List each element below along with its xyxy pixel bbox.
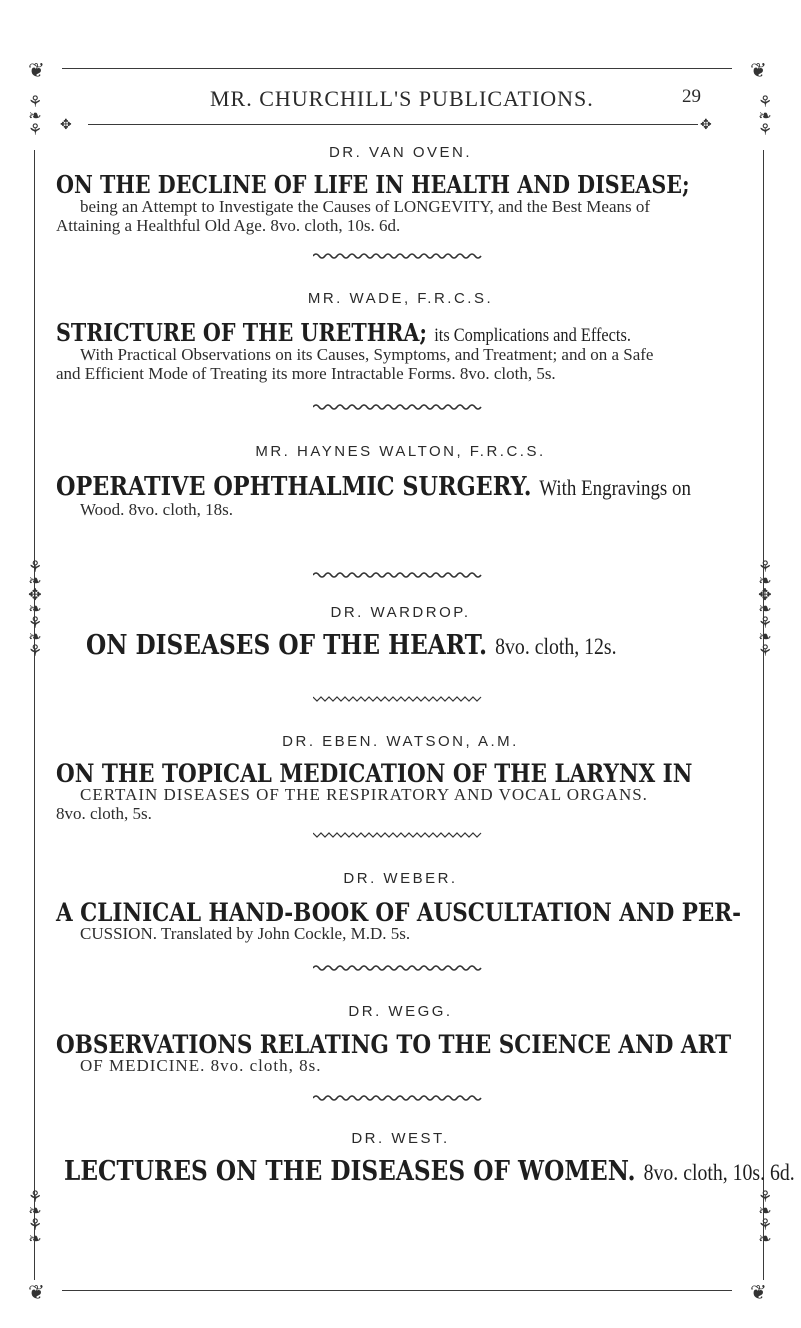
wavy-rule-icon <box>313 251 485 261</box>
publication-entry <box>86 630 786 661</box>
book-description: OF MEDICINE. 8vo. cloth, 8s. <box>80 1056 322 1075</box>
book-description: 8vo. cloth, 5s. <box>56 804 152 823</box>
book-title: STRICTURE OF THE URETHRA; <box>56 318 428 347</box>
author-heading: DR. WEGG. <box>348 1003 453 1020</box>
floral-ornament-icon: ❦ <box>750 58 767 82</box>
wavy-rule-icon <box>313 1093 485 1103</box>
wavy-rule-icon <box>313 570 485 580</box>
publication-entry <box>64 1156 795 1187</box>
author-heading: MR. HAYNES WALTON, F.R.C.S. <box>255 443 546 460</box>
floral-ornament-icon: ✥ <box>60 117 72 133</box>
author-heading: DR. EBEN. WATSON, A.M. <box>282 733 519 750</box>
wavy-rule-icon <box>313 830 485 840</box>
book-title-tail: 8vo. cloth, 10s. 6d. <box>643 1160 795 1185</box>
book-description: and Efficient Mode of Treating its more Intractable Forms. 8vo. cloth, 5s. <box>56 364 556 383</box>
book-description: CERTAIN DISEASES OF THE RESPIRATORY AND VOCAL ORGANS. <box>80 785 648 804</box>
vine-ornament-icon: ⚘ ❧ ⚘ ❧ <box>757 1187 773 1248</box>
page-number: 29 <box>682 86 701 107</box>
publication-entry <box>56 1030 756 1075</box>
book-description: With Practical Observations on its Causes, Symptoms, and Treatment; and on a Safe <box>80 345 654 364</box>
publication-entry <box>56 898 756 943</box>
book-title: ON THE DECLINE OF LIFE IN HEALTH AND DISEASE; <box>56 170 690 199</box>
author-heading: DR. WEBER. <box>343 870 458 887</box>
floral-ornament-icon: ❦ <box>28 58 45 82</box>
book-description: Attaining a Healthful Old Age. 8vo. cloth, 10s. 6d. <box>56 216 401 235</box>
book-title: ON THE TOPICAL MEDICATION OF THE LARYNX IN <box>56 759 693 788</box>
publication-entry <box>56 759 756 823</box>
vine-ornament-icon: ⚘ ❧ ✥ ❧ ⚘ ❧ ⚘ <box>757 557 773 660</box>
book-description: being an Attempt to Investigate the Causes of LONGEVITY, and the Best Means of <box>80 197 651 216</box>
publication-entry <box>56 472 756 519</box>
book-title-tail: With Engravings on <box>539 475 691 500</box>
book-description: Wood. 8vo. cloth, 18s. <box>80 500 234 519</box>
author-heading: DR. VAN OVEN. <box>328 144 473 161</box>
book-title: OBSERVATIONS RELATING TO THE SCIENCE AND ART <box>56 1030 732 1059</box>
floral-ornament-icon: ❦ <box>750 1280 767 1304</box>
publication-entry <box>56 170 756 235</box>
book-title: OPERATIVE OPHTHALMIC SURGERY. <box>56 472 532 502</box>
running-header: MR. CHURCHILL'S PUBLICATIONS. <box>210 86 594 111</box>
vine-ornament-icon: ⚘ ❧ ⚘ <box>27 92 43 139</box>
floral-ornament-icon: ❦ <box>28 1280 45 1304</box>
book-description: CUSSION. Translated by John Cockle, M.D. 5s. <box>80 924 411 943</box>
author-heading: MR. WADE, F.R.C.S. <box>307 290 494 307</box>
book-title-tail: its Complications and Effects. <box>434 325 631 346</box>
bottom-border-rule <box>62 1290 732 1291</box>
top-border-rule <box>62 68 732 69</box>
book-title-tail: 8vo. cloth, 12s. <box>495 634 617 659</box>
left-border-rule <box>34 150 35 1280</box>
wavy-rule-icon <box>313 694 485 704</box>
publication-entry <box>56 318 756 383</box>
author-heading: DR. WEST. <box>351 1130 450 1147</box>
vine-ornament-icon: ⚘ ❧ ✥ ❧ ⚘ ❧ ⚘ <box>27 557 43 660</box>
vine-ornament-icon: ⚘ ❧ ⚘ <box>757 92 773 139</box>
book-title: LECTURES ON THE DISEASES OF WOMEN. <box>64 1156 636 1187</box>
wavy-rule-icon <box>313 402 485 412</box>
vine-ornament-icon: ⚘ ❧ ⚘ ❧ <box>27 1187 43 1248</box>
author-heading: DR. WARDROP. <box>330 604 471 621</box>
wavy-rule-icon <box>313 963 485 973</box>
right-border-rule <box>763 150 764 1280</box>
floral-ornament-icon: ✥ <box>700 117 712 133</box>
book-title: ON DISEASES OF THE HEART. <box>86 630 488 661</box>
book-title: A CLINICAL HAND-BOOK OF AUSCULTATION AND PER- <box>56 898 742 927</box>
header-underline-rule <box>88 124 698 125</box>
